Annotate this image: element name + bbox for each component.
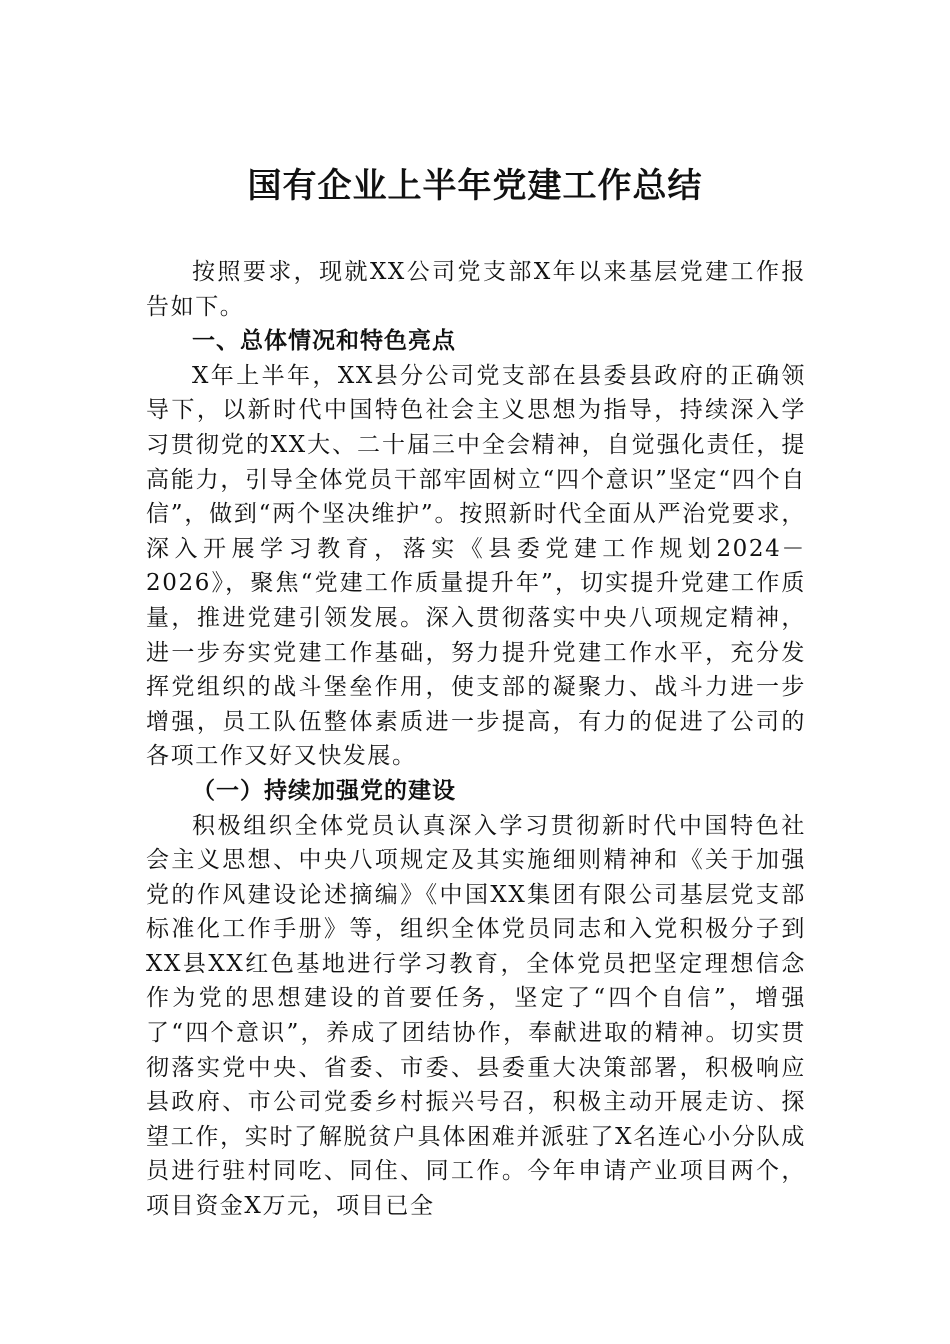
overview-paragraph: X年上半年，XX县分公司党支部在县委县政府的正确领导下，以新时代中国特色社会主义思想为指导，持续深入学习贯彻党的XX大、二十届三中全会精神，自觉强化责任，提高能力，引导全体党员干部牢固树立“四个意识”坚定“四个自信”，做到“两个坚决维护”。按照新时代全面从严治党要求，深入开展学习教育，落实《县委党建工作规划2024－2026》，聚焦“党建工作质量提升年”，切实提升党建工作质量，推进党建引领发展。深入贯彻落实中央八项规定精神，进一步夯实党建工作基础，努力提升党建工作水平，充分发挥党组织的战斗堡垒作用，使支部的凝聚力、战斗力进一步增强，员工队伍整体素质进一步提高，有力的促进了公司的各项工作又好又快发展。 xyxy=(146,362,806,770)
subsection-heading-party-building: （一）持续加强党的建设 xyxy=(192,776,456,804)
section-heading-overview: 一、总体情况和特色亮点 xyxy=(192,328,456,355)
document-title: 国有企业上半年党建工作总结 xyxy=(247,166,703,206)
document-body xyxy=(146,255,806,1224)
intro-paragraph: 按照要求，现就XX公司党支部X年以来基层党建工作报告如下。 xyxy=(146,259,806,320)
party-building-paragraph: 积极组织全体党员认真深入学习贯彻新时代中国特色社会主义思想、中央八项规定及其实施细则精神和《关于加强党的作风建设论述摘编》《中国XX集团有限公司基层党支部标准化工作手册》等，组织全体党员同志和入党积极分子到XX县XX红色基地进行学习教育，全体党员把坚定理想信念作为党的思想建设的首要任务，坚定了“四个自信”，增强了“四个意识”，养成了团结协作，奉献进取的精神。切实贯彻落实党中央、省委、市委、县委重大决策部署，积极响应县政府、市公司党委乡村振兴号召，积极主动开展走访、探望工作，实时了解脱贫户具体困难并派驻了X名连心小分队成员进行驻村同吃、同住、同工作。今年申请产业项目两个，项目资金X万元，项目已全 xyxy=(146,812,806,1220)
